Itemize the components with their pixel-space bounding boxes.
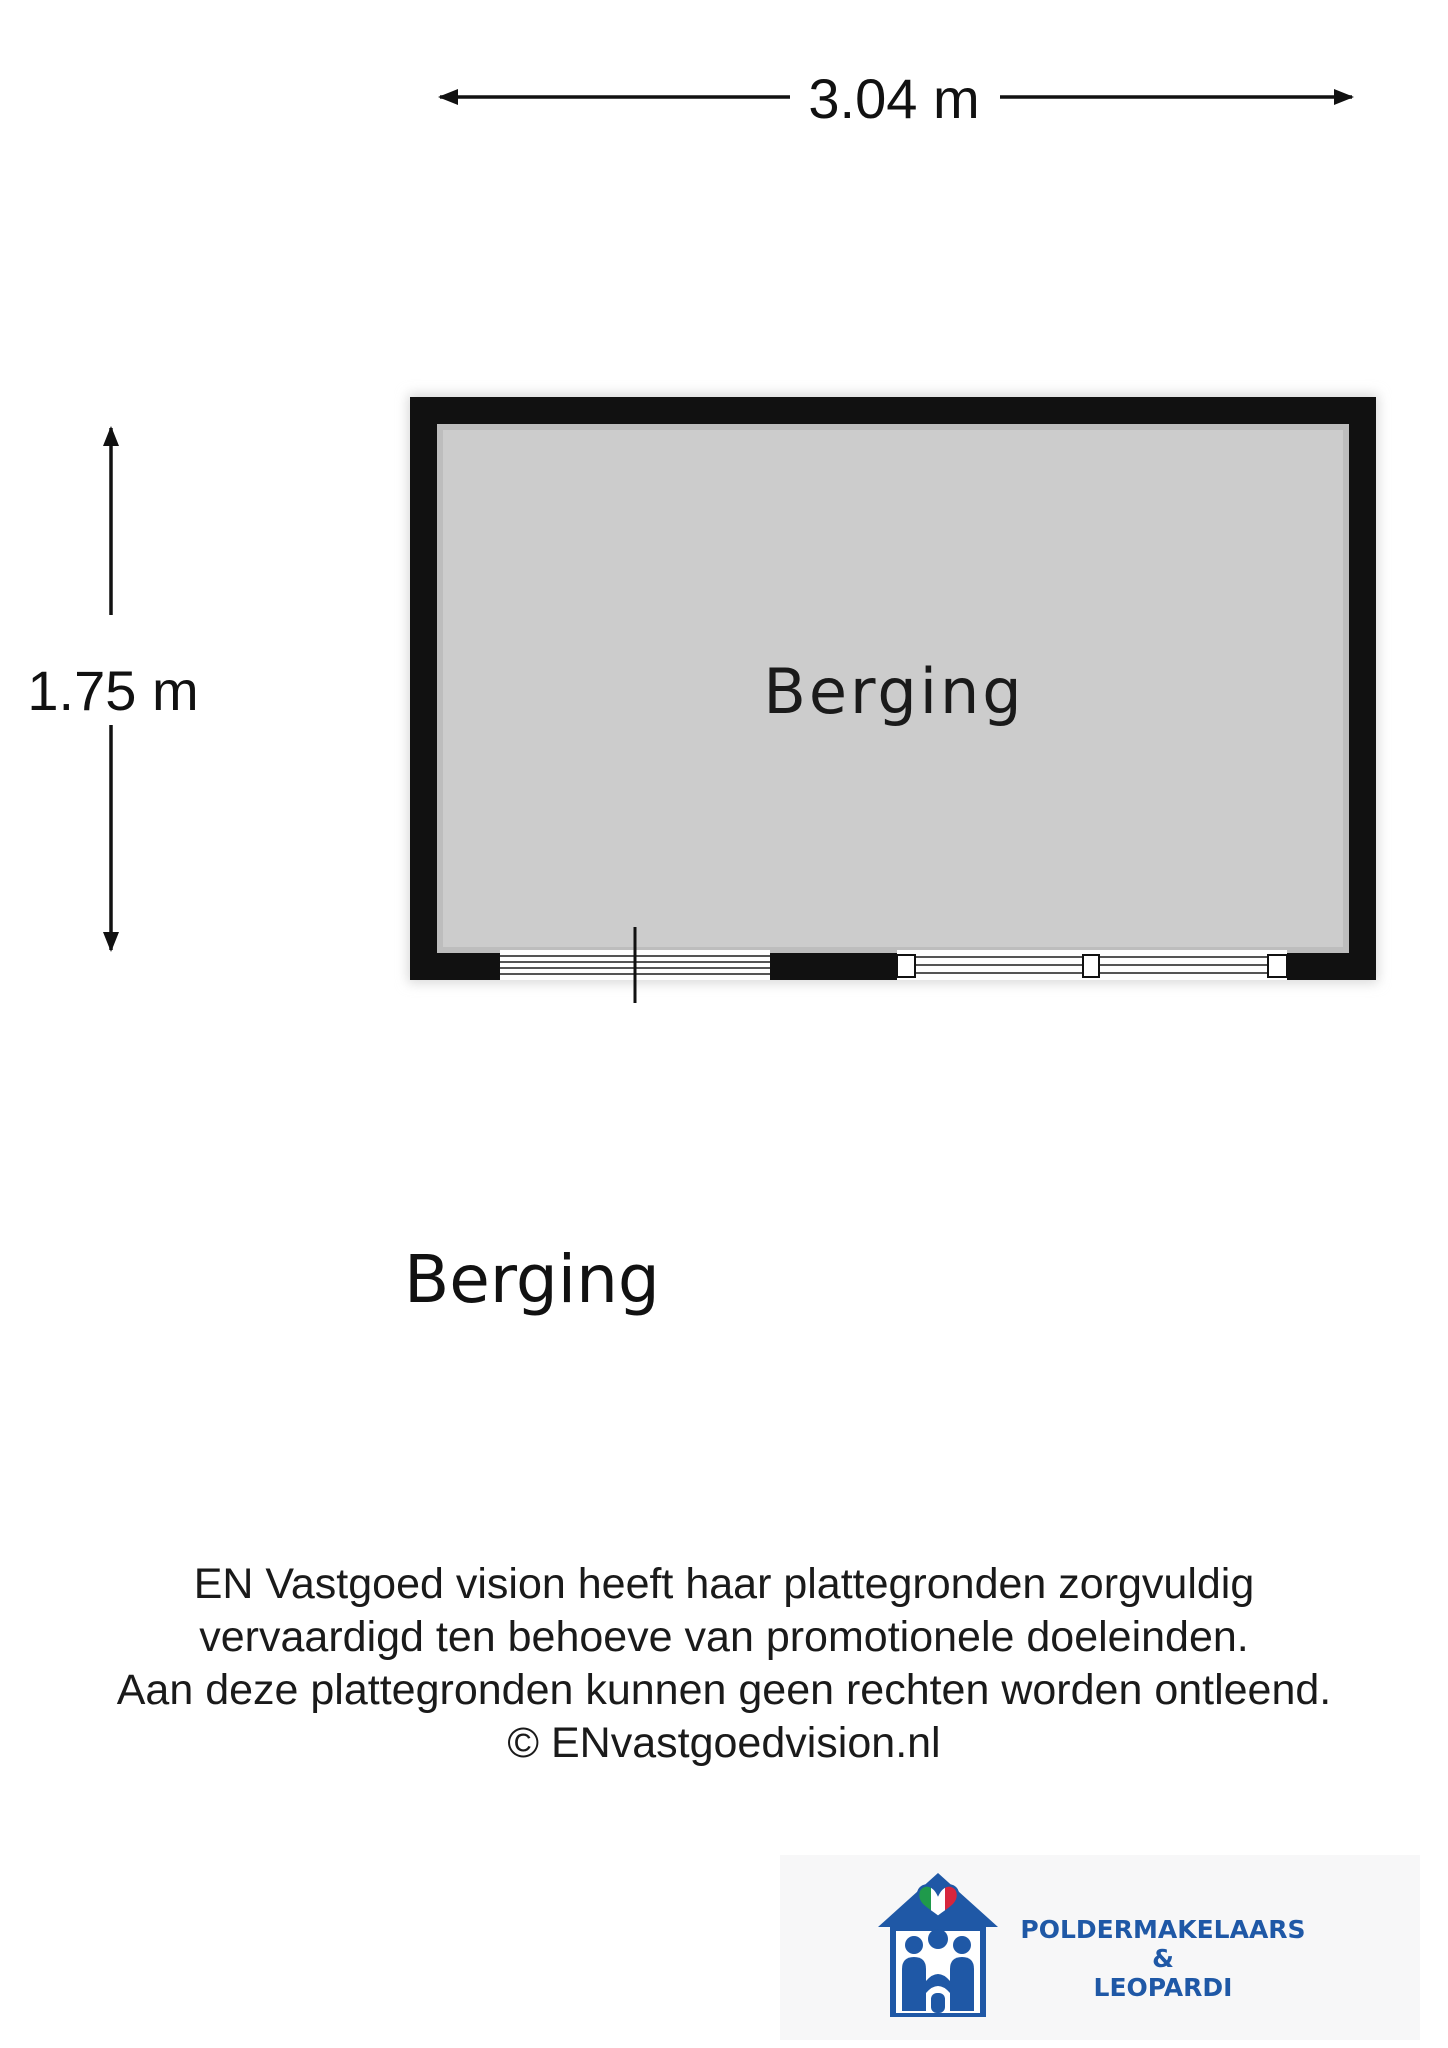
floor-title: Berging [404, 1241, 660, 1318]
agency-name-line2: & [1152, 1944, 1174, 1973]
window [897, 950, 1287, 980]
window-frame-post [1083, 955, 1099, 977]
agency-name-line3: LEOPARDI [1093, 1973, 1233, 2002]
width-dimension [440, 67, 1352, 130]
width-dimension-label: 3.04 m [808, 67, 980, 130]
house-people-heart-icon [876, 1869, 1000, 2019]
disclaimer-line: Aan deze plattegronden kunnen geen rechten worden ontleend. [116, 1666, 1332, 1714]
disclaimer-line: © ENvastgoedvision.nl [507, 1719, 941, 1767]
room-label: Berging [763, 655, 1025, 728]
window-frame-post [1268, 955, 1287, 977]
disclaimer-line: vervaardigd ten behoeve van promotionele doeleinden. [199, 1613, 1249, 1661]
room-berging [410, 397, 1376, 1003]
agency-logo [780, 1855, 1420, 2040]
height-dimension-label: 1.75 m [27, 659, 199, 722]
agency-name-line1: POLDERMAKELAARS [1020, 1915, 1306, 1944]
height-dimension [27, 428, 198, 950]
disclaimer-line: EN Vastgoed vision heeft haar plattegronden zorgvuldig [193, 1560, 1255, 1608]
disclaimer [0, 1558, 1448, 1770]
agency-name [998, 1915, 1328, 2002]
window-frame-post [897, 955, 915, 977]
